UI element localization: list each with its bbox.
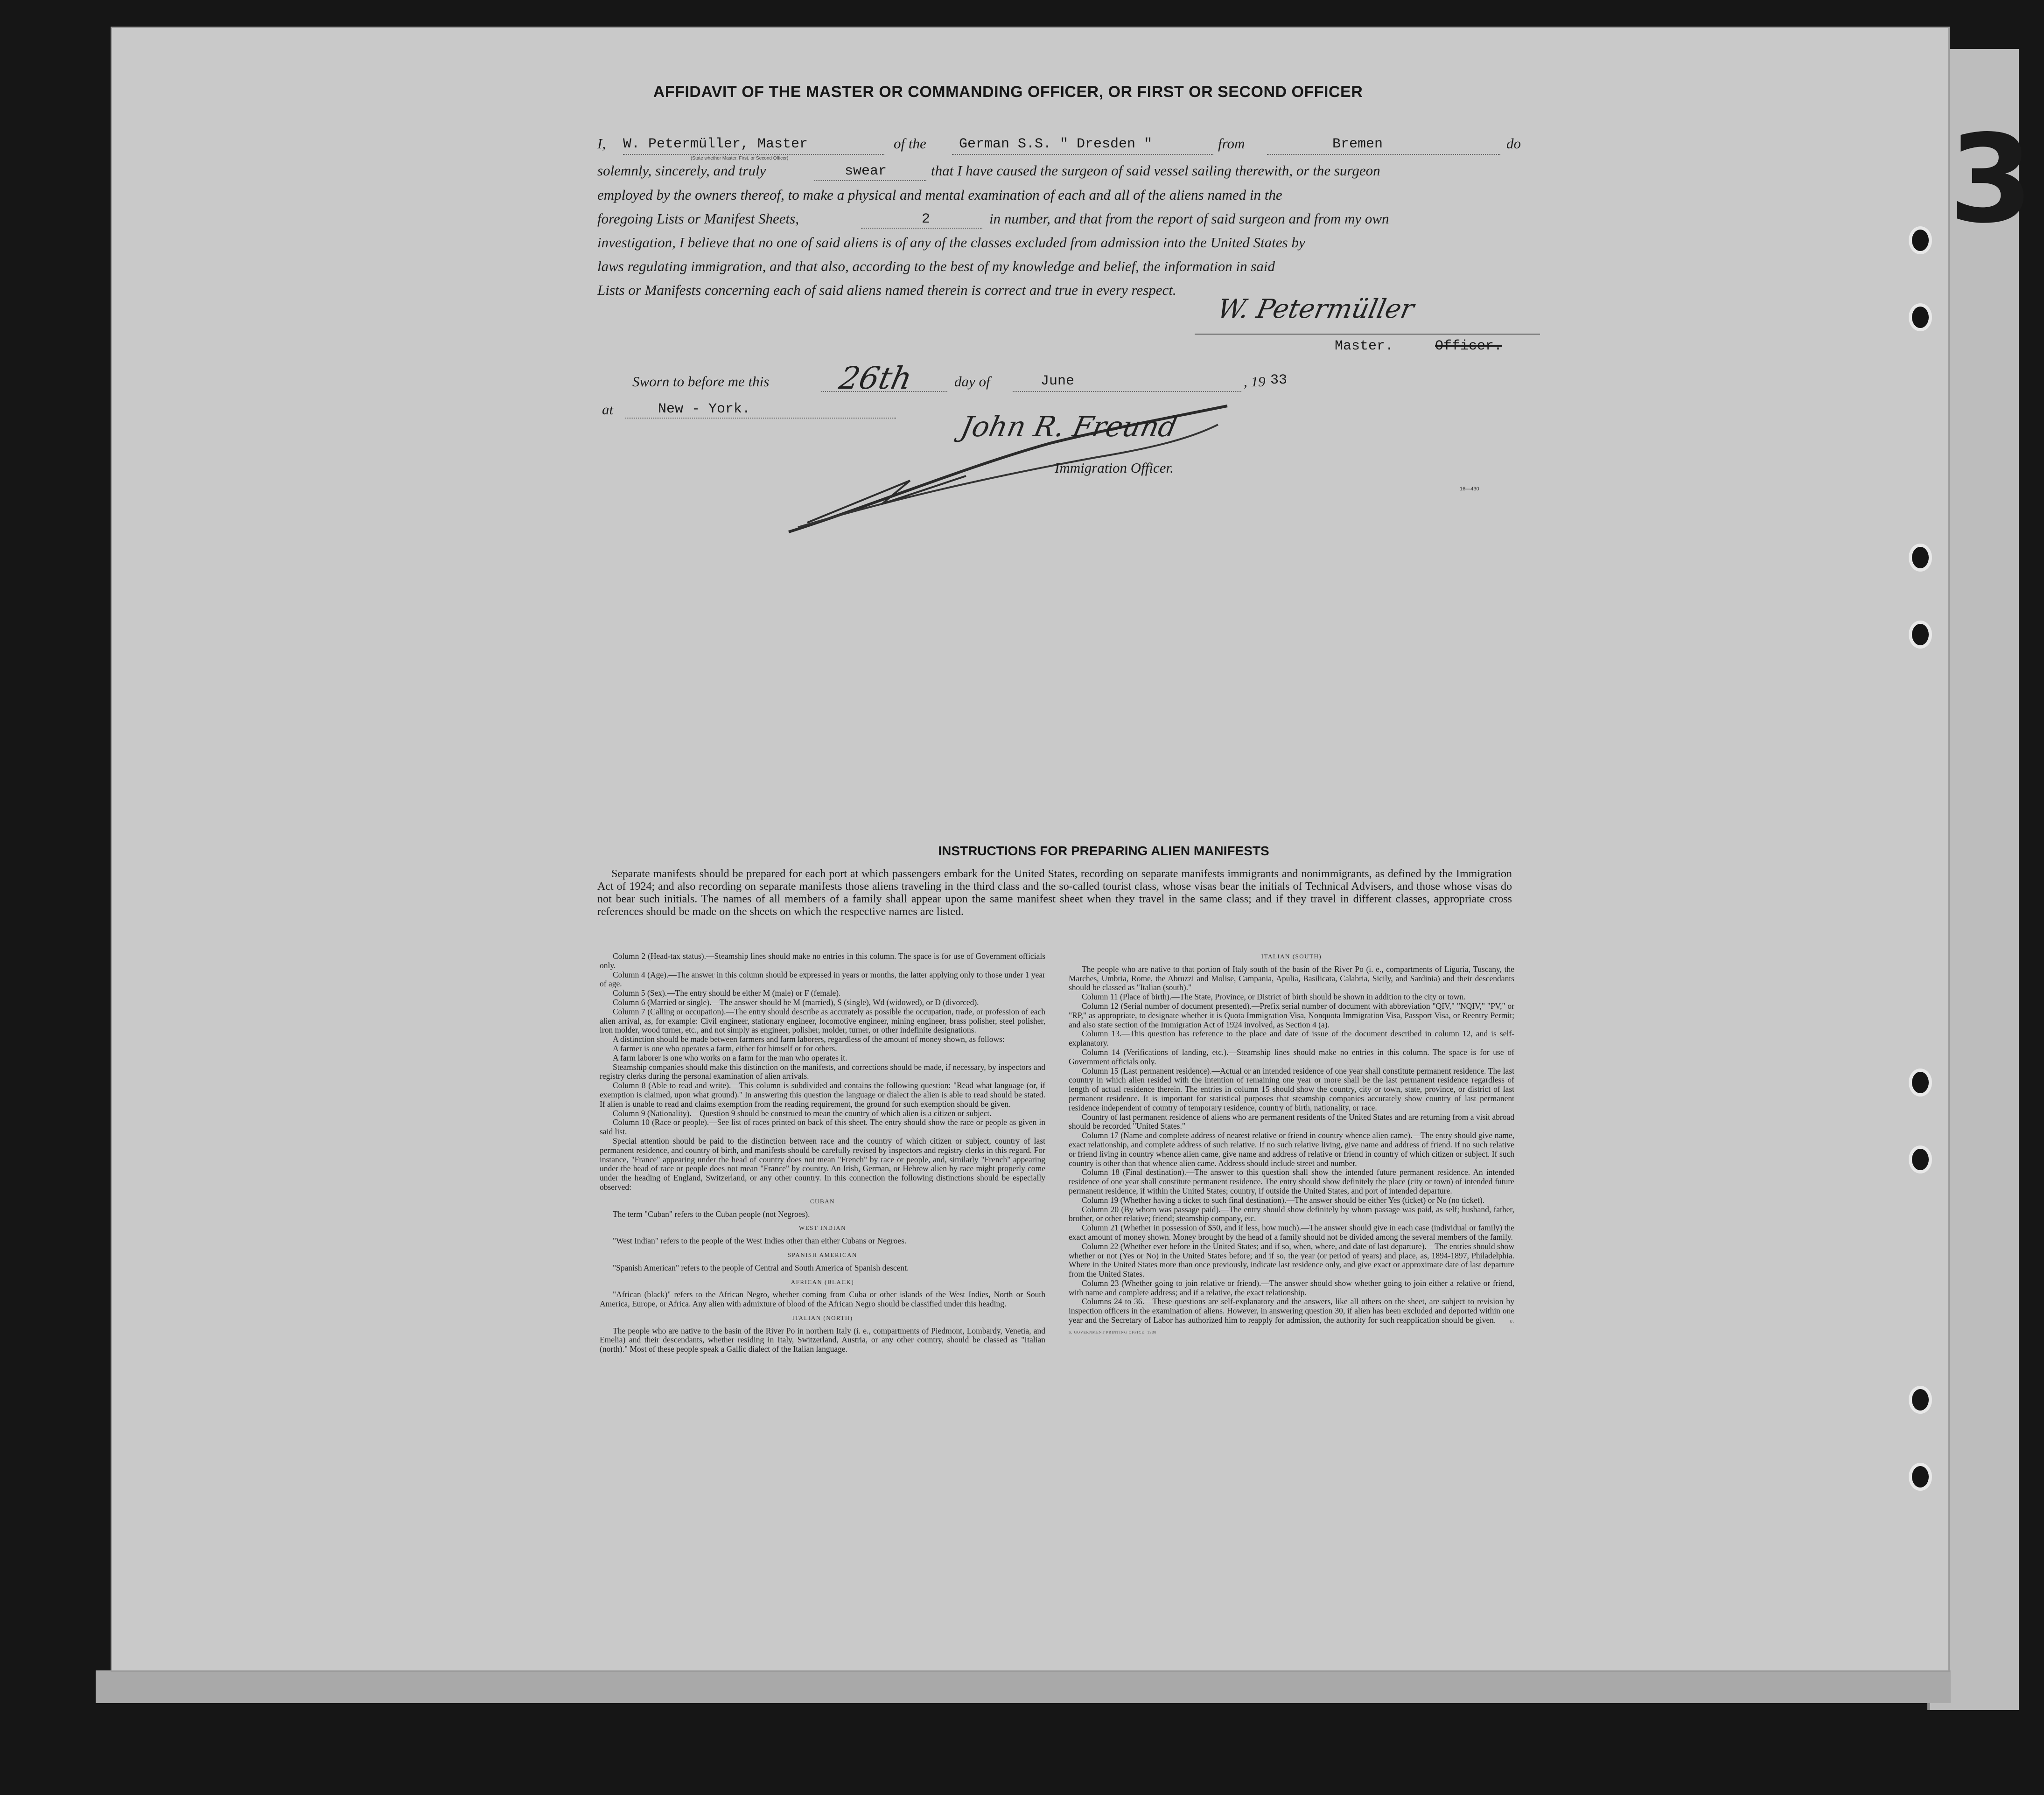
printer-imprint: U. S. GOVERNMENT PRINTING OFFICE: 1930	[1069, 1320, 1514, 1334]
binder-hole	[1909, 544, 1932, 572]
heading-cuban: CUBAN	[810, 1197, 835, 1205]
col-24-36-note	[1069, 1297, 1514, 1337]
race-country-distinction: Special attention should be paid to the distinction between race and the country of which citizen or subject, country of last permanent residence, and country of birth, and manifests should be carefully revised by inspectors and registry clerks in this regard. For instance, "France" appearing under the head of country does not mean "French" by race or people, and, similarly "French" appearing under the head of race or people does not mean "France" by country. An Irish, German, or Hebrew alien by race might properly come under the heading of England, Switzerland, or any other country. In this connection the following distinctions should be especially observed:	[600, 1136, 1045, 1192]
instructions-right-column	[1069, 952, 1514, 1337]
master-label: Master.	[1335, 338, 1394, 354]
binder-hole	[1909, 621, 1932, 649]
affidavit-title: AFFIDAVIT OF THE MASTER OR COMMANDING OFFICER, OR FIRST OR SECOND OFFICER	[653, 83, 1363, 101]
farm-laborer-definition: A farm laborer is one who works on a farm for the man who operates it.	[613, 1053, 847, 1062]
col-24-36-text: Columns 24 to 36.—These questions are self-explanatory and the answers, like all others on the sheet, are subject to revision by inspection officers in the examination of aliens. However, in answering question 30, if alien has been excluded and deported within one year and the Secretary of Labor has authorized him to reapply for admission, the authority for such reapplication should be given.	[1069, 1297, 1514, 1325]
cuban-definition: The term "Cuban" refers to the Cuban people (not Negroes).	[613, 1209, 810, 1219]
edge-mark: 3	[1949, 109, 2033, 250]
col-23-note: Column 23 (Whether going to join relative or friend).—The answer should show whether going to join either a relative or friend, with name and complete address; and if a relative, the exact relationship.	[1069, 1278, 1514, 1297]
immigration-officer-label: Immigration Officer.	[1055, 460, 1174, 476]
italian-south-definition: The people who are native to that portion of Italy south of the basin of the River Po (i. e., compartments of Liguria, Tuscany, the Marches, Umbria, Rome, the Abruzzi and Molise, Campania, Apulia, Basilicata, Calabria, Sicily, and Sardinia) and their descendants should be classed as "Italian (south)."	[1069, 964, 1514, 992]
do-label: do	[1506, 135, 1521, 152]
swear-word: swear	[845, 163, 887, 179]
binder-hole	[1909, 226, 1932, 254]
form-number: 16—430	[1460, 486, 1479, 492]
port-line	[1267, 154, 1500, 155]
instructions-intro: Separate manifests should be prepared for each port at which passengers embark for the United States, recording on separate manifests immigrants and nonimmigrants, as defined by the Immigration Act of 1924; and also recording on separate manifests those aliens traveling in the third class and the so-called tourist class, whose visas bear the initials of Technical Advisers, and those whose visas do not bear such initials. The names of all members of a family shall appear upon the same manifest sheet when they travel in the same class; and if they travel in different classes, appropriate cross references should be made on the sheets on which the respective names are listed.	[597, 868, 1512, 918]
farmer-distinction: A distinction should be made between farmers and farm laborers, regardless of the amount of money shown, as follows:	[613, 1034, 1005, 1044]
swear-line	[814, 180, 926, 181]
col-18-note: Column 18 (Final destination).—The answer to this question shall show the intended future permanent residence. An intended residence of one year shall constitute permanent residence. The entry should show definitely the place (city or town) of intended future permanent residence, if within the United States; country, if outside the United States, and port of intended departure.	[1069, 1167, 1514, 1195]
spanish-american-definition: "Spanish American" refers to the people of Central and South America of Spanish descent.	[613, 1263, 909, 1272]
surgeon-text: that I have caused the surgeon of said vessel sailing therewith, or the surgeon	[931, 162, 1380, 179]
west-indian-definition: "West Indian" refers to the people of the West Indies other than either Cubans or Negroes.	[613, 1236, 907, 1246]
binder-hole	[1909, 1386, 1932, 1414]
col-7-note: Column 7 (Calling or occupation).—The entry should describe as accurately as possible the occupation, trade, or profession of each alien arrival, as, for example: Civil engineer, stationary engineer, locomotive engineer, mining engineer, brass polisher, steel polisher, iron molder, wood turner, etc., and not simply as engineer, polisher, molder, turner, or other indefinite designations.	[600, 1006, 1045, 1035]
col-11-note: Column 11 (Place of birth).—The State, Province, or District of birth should be shown in addition to the city or town.	[1082, 992, 1466, 1002]
steamship-corrections: Steamship companies should make this distinction on the manifests, and corrections should be made, if necessary, by inspectors and registry clerks during the personal examination of alien arrivals.	[600, 1062, 1045, 1081]
officer-label: Officer.	[1435, 338, 1503, 354]
signature-line	[1195, 334, 1540, 335]
col-9-note: Column 9 (Nationality).—Question 9 should be construed to mean the country of which alien is a citizen or subject.	[613, 1108, 992, 1118]
italian-north-definition: The people who are native to the basin of the River Po in northern Italy (i. e., compartments of Piedmont, Lombardy, Venetia, and Emelia) and their descendants, whether residing in Italy, Switzerland, Austria, or any other country, should be classed as "Italian (north)." Most of these people speak a Gallic dialect of the Italian language.	[600, 1326, 1045, 1354]
sworn-label: Sworn to before me this	[632, 373, 770, 390]
port-name: Bremen	[1332, 136, 1383, 152]
heading-african: AFRICAN (BLACK)	[791, 1278, 854, 1285]
sheet-count: 2	[922, 211, 931, 227]
col-5-note: Column 5 (Sex).—The entry should be either M (male) or F (female).	[613, 988, 841, 998]
sworn-place: New - York.	[658, 401, 751, 417]
officer-name-line	[623, 154, 884, 155]
at-label: at	[602, 401, 614, 418]
solemnly-text: solemnly, sincerely, and truly	[597, 162, 766, 179]
col-8-note: Column 8 (Able to read and write).—This column is subdivided and contains the following question: "Read what language (or, if exemption is claimed, upon what ground)." In answering this question the language or dialect the alien is able to read should be stated. If alien is unable to read and claims exemption from the reading requirement, the ground for such exemption should be given.	[600, 1081, 1045, 1109]
col-4-note: Column 4 (Age).—The answer in this column should be expressed in years or months, the latter applying only to those under 1 year of age.	[600, 970, 1045, 989]
affidavit-line-4-end: in number, and that from the report of said surgeon and from my own	[989, 210, 1389, 227]
officer-name: W. Petermüller, Master	[623, 136, 808, 152]
vessel-line	[952, 154, 1213, 155]
heading-italian-north: ITALIAN (NORTH)	[792, 1314, 853, 1321]
sheet-count-line	[861, 228, 982, 229]
col-15-note: Column 15 (Last permanent residence).—Actual or an intended residence of one year shall constitute permanent residence. The last country in which alien resided with the intention of remaining one year or more shall be the last permanent residence regardless of length of actual residence therein. The entries in column 15 should show the country, city or town, state, province, or district of last permanent residence. It is important for statistical purposes that steamship companies accurately show country of last permanent residence independent of country of temporary residence, country of birth, nationality, or race.	[1069, 1066, 1514, 1112]
affidavit-line-3: employed by the owners thereof, to make a physical and mental examination of each and all of the aliens named in the	[597, 187, 1282, 203]
immigration-signature: John R. Freund	[958, 411, 1180, 443]
heading-west-indian: WEST INDIAN	[798, 1224, 847, 1232]
heading-italian-south: ITALIAN (SOUTH)	[1261, 953, 1322, 960]
col-21-note: Column 21 (Whether in possession of $50, and if less, how much).—The answer should give in each case (individual or family) the exact amount of money shown. Money brought by the head of a family should not be divided among the several members of the family.	[1069, 1223, 1514, 1242]
affidavit-line-4: foregoing Lists or Manifest Sheets,	[597, 210, 799, 227]
heading-spanish-american: SPANISH AMERICAN	[788, 1251, 857, 1258]
col-10-note: Column 10 (Race or people).—See list of races printed on back of this sheet. The entry should show the race or people as given in said list.	[600, 1118, 1045, 1137]
officer-note: (State whether Master, First, or Second Officer)	[691, 156, 789, 161]
instructions-title: INSTRUCTIONS FOR PREPARING ALIEN MANIFESTS	[938, 844, 1269, 858]
instructions-left-column	[600, 952, 1045, 1354]
col-19-note: Column 19 (Whether having a ticket to such final destination).—The answer should be either Yes (ticket) or No (no ticket).	[1082, 1195, 1485, 1205]
from-label: from	[1218, 135, 1245, 152]
binder-hole	[1909, 303, 1932, 331]
col-12-note: Column 12 (Serial number of document presented).—Prefix serial number of document with abbreviation "QIV," "NQIV," "PV," or "RP," as appropriate, to designate whether it is Quota Immigration Visa, Nonquota Immigration Visa, Passport Visa, or Reentry Permit; and also state section of the Immigration Act of 1924 involved, as Section 4 (a).	[1069, 1001, 1514, 1029]
col-20-note: Column 20 (By whom was passage paid).—The entry should show definitely by whom passage was paid, as self; husband, father, brother, or other relative; friend; steamship company, etc.	[1069, 1204, 1514, 1223]
vessel-name: German S.S. " Dresden "	[959, 136, 1153, 152]
affidavit-line-6: laws regulating immigration, and that also, according to the best of my knowledge and belief, the information in said	[597, 258, 1275, 274]
col-6-note: Column 6 (Married or single).—The answer should be M (married), S (single), Wd (widowed), or D (divorced).	[613, 997, 979, 1007]
sworn-day: 26th	[836, 360, 916, 396]
binder-hole	[1909, 1145, 1932, 1173]
year-prefix: , 19	[1244, 373, 1266, 390]
col-14-note: Column 14 (Verifications of landing, etc.).—Steamship lines should make no entries in this column. The space is for use of Government officials only.	[1069, 1047, 1514, 1066]
i-label: I,	[597, 135, 606, 152]
page-lower-edge	[96, 1670, 1951, 1703]
master-signature: W. Petermüller	[1215, 294, 1417, 324]
farmer-definition: A farmer is one who operates a farm, either for himself or for others.	[613, 1043, 837, 1053]
binder-hole	[1909, 1463, 1932, 1491]
affidavit-line-5: investigation, I believe that no one of said aliens is of any of the classes excluded from admission into the United States by	[597, 234, 1305, 251]
year-suffix: 33	[1270, 372, 1288, 388]
col-22-note: Column 22 (Whether ever before in the United States; and if so, when, where, and date of last departure).—The entries should show whether or not (Yes or No) in the United States before; and if so, the year (or period of years) and place, as, 1894-1897, Philadelphia. Where in the United States more than once previously, indicate last residence only, and give exact or approximate date of last departure from the United States.	[1069, 1241, 1514, 1279]
returning-residents-note: Country of last permanent residence of aliens who are permanent residents of the United States and are returning from a visit abroad should be recorded "United States."	[1069, 1112, 1514, 1131]
col-17-note: Column 17 (Name and complete address of nearest relative or friend in country whence alien came).—The entry should give name, exact relationship, and complete address of such relative. If no such relative living, give name and address of friend. If no such relative or friend living in country whence alien came, give name and address of relative or friend in country of which citizen or subject. If such country is other than that whence alien came. Address should include street and number.	[1069, 1131, 1514, 1168]
col-2-note: Column 2 (Head-tax status).—Steamship lines should make no entries in this column. The space is for use of Government officials only.	[600, 951, 1045, 970]
day-of-label: day of	[954, 373, 990, 390]
of-the-label: of the	[894, 135, 926, 152]
african-definition: "African (black)" refers to the African Negro, whether coming from Cuba or other islands of the West Indies, North or South America, Europe, or Africa. Any alien with admixture of blood of the African Negro should be classified under this heading.	[600, 1290, 1045, 1309]
affidavit-line-7: Lists or Manifests concerning each of said aliens named therein is correct and true in every respect.	[597, 282, 1176, 298]
binder-hole	[1909, 1069, 1932, 1097]
col-13-note: Column 13.—This question has reference to the place and date of issue of the document described in column 12, and is self-explanatory.	[1069, 1029, 1514, 1048]
sworn-month: June	[1041, 373, 1075, 389]
